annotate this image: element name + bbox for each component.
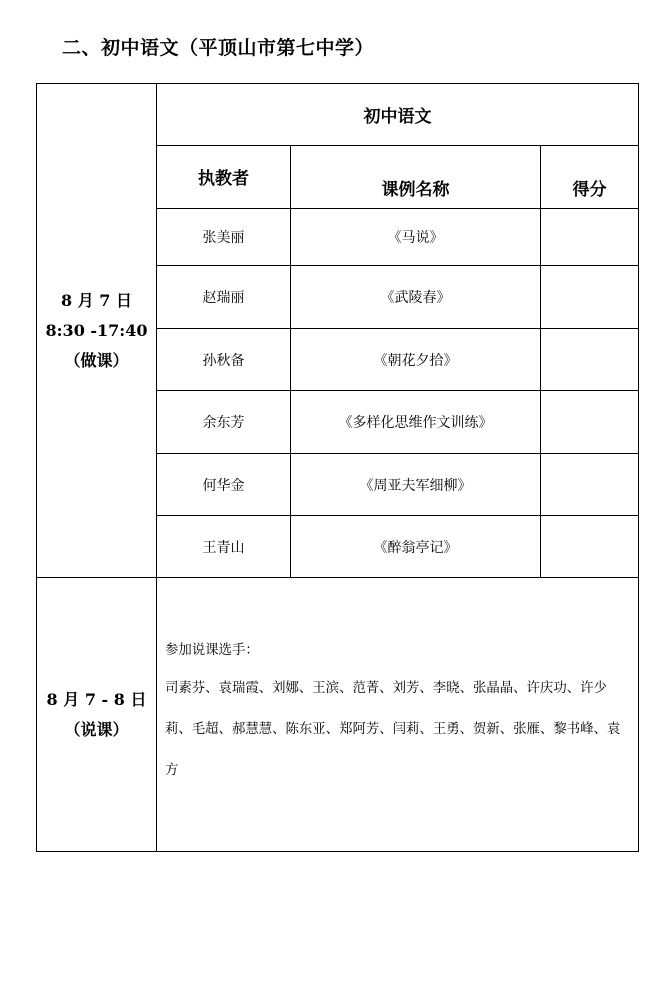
course-cell: 《武陵春》 <box>291 266 541 329</box>
session-1-type: （做课） <box>64 350 129 370</box>
course-cell: 《马说》 <box>291 209 541 266</box>
participants-list: 司素芬、袁瑞霞、刘娜、王滨、范菁、刘芳、李晓、张晶晶、许庆功、许少莉、毛超、郝慧慧、陈东亚、郑阿芳、闫莉、王勇、贺新、张雁、黎书峰、袁方 <box>165 681 621 778</box>
score-cell <box>541 516 639 578</box>
teacher-cell: 孙秋备 <box>157 329 291 391</box>
schedule-table <box>36 83 639 852</box>
teacher-cell: 张美丽 <box>157 209 291 266</box>
teacher-cell: 余东芳 <box>157 391 291 454</box>
course-cell: 《周亚夫军细柳》 <box>291 454 541 516</box>
subject-title: 初中语文 <box>157 84 639 146</box>
session-2-type: （说课） <box>64 719 129 739</box>
score-cell <box>541 209 639 266</box>
course-cell: 《朝花夕拾》 <box>291 329 541 391</box>
participants-intro: 参加说课选手： <box>165 643 259 658</box>
teacher-cell: 王青山 <box>157 516 291 578</box>
lecture-participants-cell <box>157 578 639 852</box>
page-heading: 二、初中语文（平顶山市第七中学） <box>62 37 375 59</box>
session-1-cell <box>37 84 157 578</box>
course-cell: 《多样化思维作文训练》 <box>291 391 541 454</box>
session-1-date: 8 月 7 日 <box>61 290 132 310</box>
score-cell <box>541 454 639 516</box>
course-cell: 《醉翁亭记》 <box>291 516 541 578</box>
lecture-row <box>37 578 639 852</box>
header-course-name: 课例名称 <box>291 146 541 209</box>
session-2-date: 8 月 7 - 8 日 <box>46 689 147 709</box>
session-2-cell <box>37 578 157 852</box>
session-1-time: 8:30 -17:40 <box>45 320 148 340</box>
header-teacher: 执教者 <box>157 146 291 209</box>
teacher-cell: 何华金 <box>157 454 291 516</box>
teacher-cell: 赵瑞丽 <box>157 266 291 329</box>
header-score: 得分 <box>541 146 639 209</box>
score-cell <box>541 391 639 454</box>
score-cell <box>541 266 639 329</box>
score-cell <box>541 329 639 391</box>
subject-title-row <box>37 84 639 146</box>
